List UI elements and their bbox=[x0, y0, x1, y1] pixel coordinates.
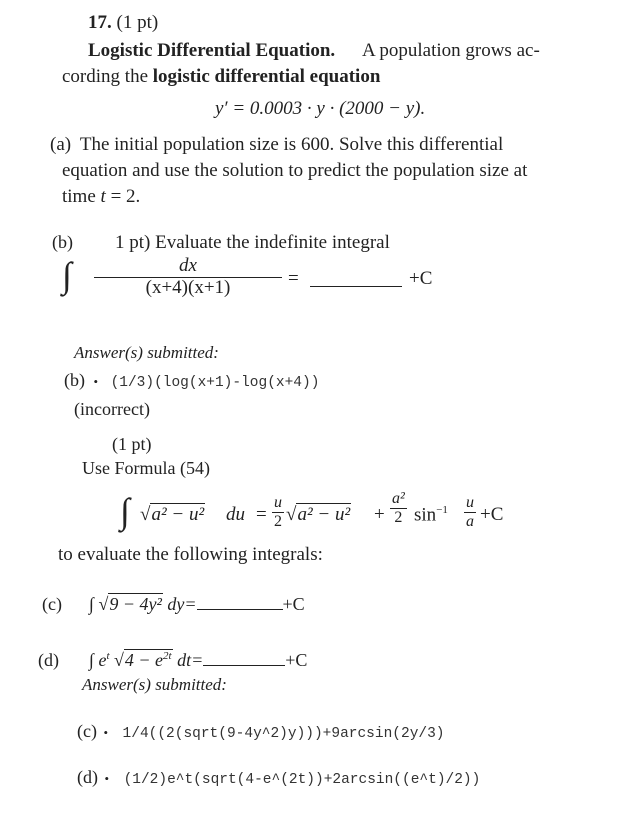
submitted-label-d: (d) bbox=[77, 767, 98, 787]
part-c-integral bbox=[89, 594, 305, 615]
bullet-c: • bbox=[103, 725, 109, 740]
part-d-radicand bbox=[124, 649, 173, 670]
submitted-label-b: (b) bbox=[64, 370, 85, 390]
part-b-label: (b) bbox=[52, 232, 73, 252]
submitted-row-c bbox=[77, 721, 445, 742]
formula-lhs-radicand: a² − u² bbox=[151, 504, 205, 525]
part-a-var-t: t bbox=[100, 186, 106, 207]
part-a-line2: equation and use the solution to predict the population size at bbox=[62, 160, 528, 181]
part-a-text3-pre: time bbox=[62, 186, 96, 207]
problem-points: (1 pt) bbox=[116, 12, 159, 33]
part-b-denominator: (x+4)(x+1) bbox=[145, 276, 231, 298]
formula-frac3-den: a bbox=[466, 512, 474, 530]
problem-intro-a: A population grows ac- bbox=[361, 40, 540, 61]
formula-frac2-den: 2 bbox=[394, 508, 403, 526]
submitted-answer-c: 1/4((2(sqrt(9-4y^2)y)))+9arcsin(2y/3) bbox=[122, 726, 445, 742]
bullet-b: • bbox=[93, 374, 99, 389]
submitted-answer-b: (1/3)(log(x+1)-log(x+4)) bbox=[110, 375, 320, 391]
formula-frac-u-2 bbox=[272, 494, 284, 530]
formula-frac2-num: a² bbox=[392, 490, 405, 507]
formula-du: du bbox=[226, 504, 245, 525]
problem-intro-b: cording the bbox=[62, 66, 149, 87]
part-d-differential: dt= bbox=[177, 650, 204, 670]
formula-equals: = bbox=[256, 504, 267, 525]
formula-sin-inverse bbox=[414, 504, 448, 526]
part-d-plus-c: +C bbox=[285, 650, 308, 670]
submitted-heading-2: Answer(s) submitted: bbox=[82, 675, 227, 694]
integral-sign-b: ∫ bbox=[62, 255, 72, 295]
part-a-text3-post: = 2. bbox=[110, 186, 141, 207]
part-d-radicand-power: 2t bbox=[163, 650, 172, 662]
formula-frac1-num: u bbox=[274, 494, 282, 511]
submitted-answer-d: (1/2)e^t(sqrt(4-e^(2t))+2arcsin((e^t)/2)) bbox=[123, 772, 481, 788]
part-b-plus-c: +C bbox=[409, 268, 433, 289]
integral-sign-formula: ∫ bbox=[120, 491, 130, 531]
formula-lhs-sqrt: √a² − u² bbox=[140, 504, 205, 525]
part-d-exp-power: t bbox=[106, 650, 110, 662]
submitted-label-c: (c) bbox=[77, 721, 97, 741]
problem-intro-line1 bbox=[88, 40, 540, 62]
formula-sin-sup: −1 bbox=[436, 504, 448, 516]
formula-rhs-radicand: a² − u² bbox=[297, 504, 351, 525]
formula-plus: + bbox=[374, 504, 385, 525]
part-d-radicand-base: 4 − e bbox=[124, 650, 164, 670]
part-d-label: (d) bbox=[38, 650, 59, 670]
integral-sign-d: ∫ bbox=[89, 650, 94, 670]
part-a-text1: The initial population size is 600. Solve this differential bbox=[79, 134, 504, 155]
formula-followup: to evaluate the following integrals: bbox=[58, 544, 323, 565]
part-a-line3 bbox=[62, 186, 140, 208]
problem-intro-line2 bbox=[62, 66, 380, 88]
formula-instruction: Use Formula (54) bbox=[82, 458, 210, 478]
part-c-sqrt: √9 − 4y² bbox=[98, 594, 162, 614]
part-d-integral bbox=[89, 650, 307, 671]
part-d-answer-blank[interactable] bbox=[203, 651, 285, 666]
part-b-fraction bbox=[94, 256, 282, 299]
logistic-equation: y′ = 0.0003 · y · (2000 − y). bbox=[215, 98, 426, 119]
part-a-label: (a) bbox=[50, 134, 72, 155]
formula-sin: sin bbox=[414, 504, 437, 526]
part-c-radicand: 9 − 4y² bbox=[109, 594, 162, 614]
problem-intro-bold: logistic differential equation bbox=[152, 66, 381, 87]
part-b-numerator: dx bbox=[94, 256, 282, 278]
part-c-plus-c: +C bbox=[282, 594, 305, 614]
part-c-answer-blank[interactable] bbox=[197, 595, 283, 610]
submitted-row-b bbox=[64, 370, 319, 391]
part-c-differential: dy= bbox=[167, 594, 197, 614]
part-b-answer-blank[interactable] bbox=[310, 286, 402, 287]
part-b-prompt: 1 pt) Evaluate the indefinite integral bbox=[115, 232, 390, 253]
integral-sign-c: ∫ bbox=[89, 594, 94, 614]
formula-rhs-sqrt: √a² − u² bbox=[286, 504, 351, 525]
submitted-status-b: (incorrect) bbox=[74, 399, 150, 419]
formula-plus-c: +C bbox=[480, 504, 504, 525]
submitted-heading-1: Answer(s) submitted: bbox=[74, 343, 219, 362]
part-b-equals: = bbox=[288, 268, 299, 289]
part-d-exp bbox=[98, 650, 109, 670]
formula-54 bbox=[120, 488, 540, 540]
part-a-line1 bbox=[50, 134, 503, 156]
part-c-label: (c) bbox=[42, 594, 62, 614]
problem-header bbox=[88, 12, 158, 34]
formula-frac-a2-2 bbox=[390, 490, 407, 526]
formula-frac-u-a bbox=[464, 494, 476, 530]
part-d-sqrt: $√4 - e^{2t}$ bbox=[114, 650, 172, 670]
formula-frac1-den: 2 bbox=[274, 512, 282, 530]
formula-frac3-num: u bbox=[466, 494, 474, 511]
bullet-d: • bbox=[104, 771, 110, 786]
problem-number: 17. bbox=[88, 12, 112, 33]
part-d-exp-base: e bbox=[98, 650, 107, 670]
formula-points: (1 pt) bbox=[112, 434, 152, 454]
problem-title: Logistic Differential Equation. bbox=[88, 40, 336, 61]
submitted-row-d bbox=[77, 767, 480, 788]
